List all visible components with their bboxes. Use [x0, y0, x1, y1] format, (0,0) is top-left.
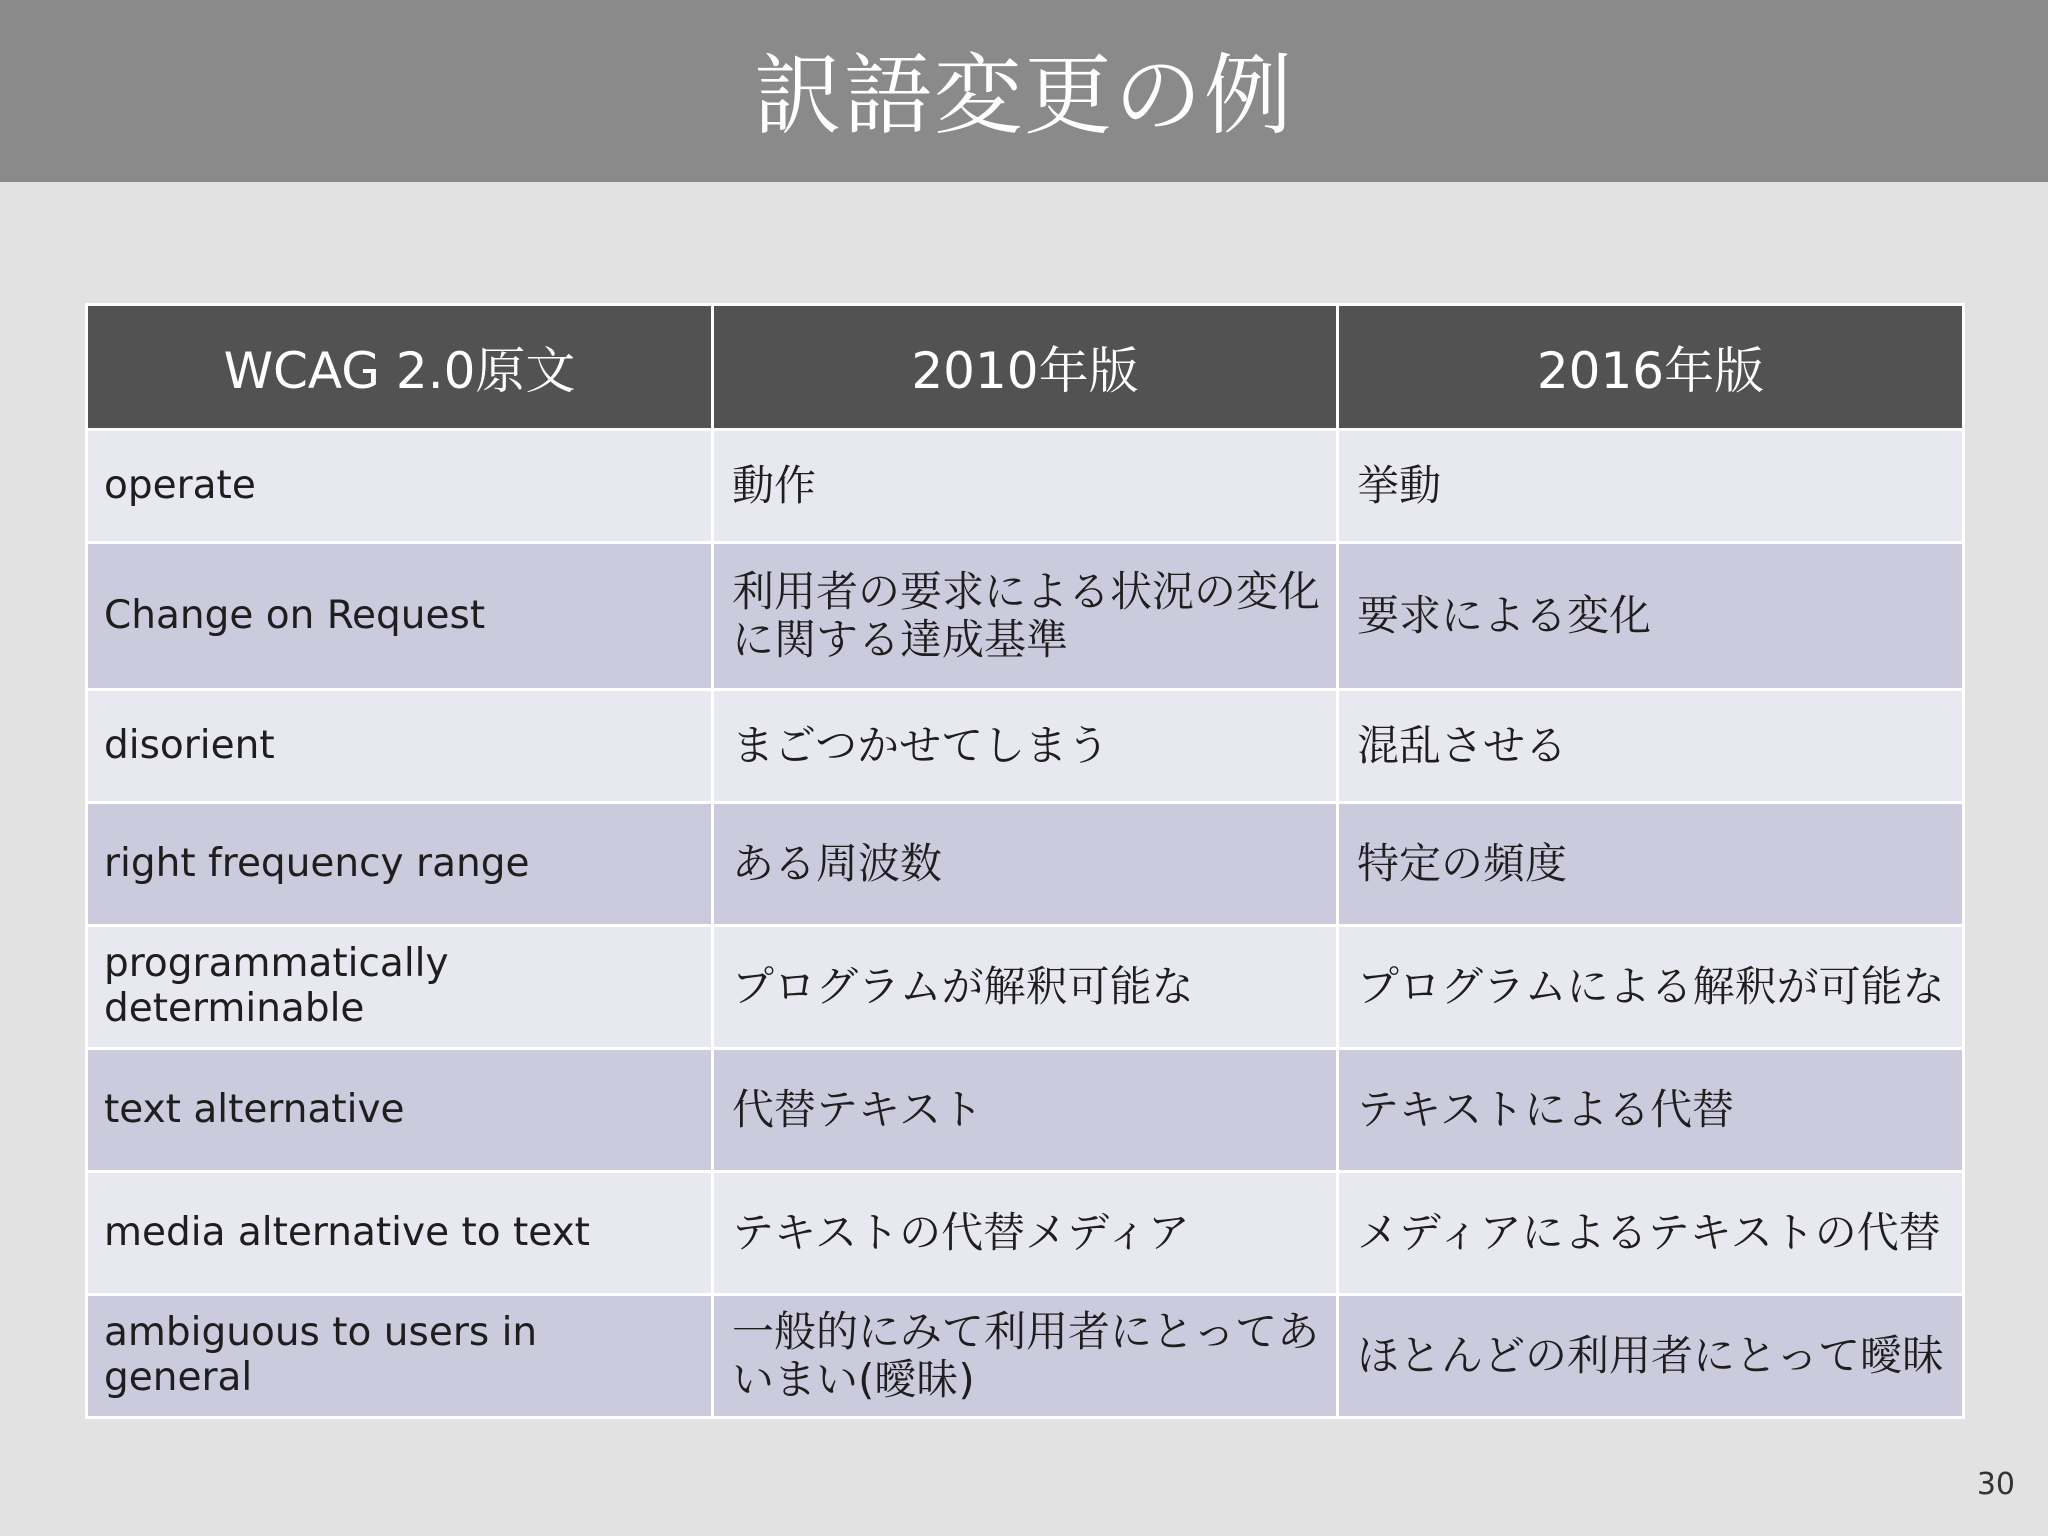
cell-original: media alternative to text: [87, 1172, 713, 1295]
cell-2016: 特定の頻度: [1338, 803, 1964, 926]
cell-2010: まごつかせてしまう: [713, 690, 1338, 803]
table-row: [87, 1049, 1964, 1172]
table-row: [87, 1295, 1964, 1418]
cell-original: operate: [87, 430, 713, 543]
header-2010: 2010年版: [713, 305, 1338, 430]
table-header-row: [87, 305, 1964, 430]
slide-title: 訳語変更の例: [753, 44, 1294, 147]
cell-2010: プログラムが解釈可能な: [713, 926, 1338, 1049]
comparison-table: [85, 303, 1965, 1419]
cell-2016: ほとんどの利用者にとって曖昧: [1338, 1295, 1964, 1418]
cell-2016: メディアによるテキストの代替: [1338, 1172, 1964, 1295]
cell-2010: 利用者の要求による状況の変化に関する達成基準: [713, 543, 1338, 690]
header-2016: 2016年版: [1338, 305, 1964, 430]
cell-2016: プログラムによる解釈が可能な: [1338, 926, 1964, 1049]
cell-2010: 動作: [713, 430, 1338, 543]
table-row: [87, 543, 1964, 690]
cell-2010: テキストの代替メディア: [713, 1172, 1338, 1295]
cell-2016: 挙動: [1338, 430, 1964, 543]
cell-2016: 要求による変化: [1338, 543, 1964, 690]
cell-2016: 混乱させる: [1338, 690, 1964, 803]
table-row: [87, 690, 1964, 803]
header-original: WCAG 2.0原文: [87, 305, 713, 430]
page-number: 30: [1976, 1467, 2015, 1502]
table-row: [87, 803, 1964, 926]
cell-2010: 一般的にみて利用者にとってあいまい(曖昧): [713, 1295, 1338, 1418]
cell-original: Change on Request: [87, 543, 713, 690]
cell-original: disorient: [87, 690, 713, 803]
cell-original: ambiguous to users in general: [87, 1295, 713, 1418]
comparison-table-container: [85, 303, 1962, 1419]
cell-2010: 代替テキスト: [713, 1049, 1338, 1172]
cell-original: text alternative: [87, 1049, 713, 1172]
cell-2010: ある周波数: [713, 803, 1338, 926]
title-bar: [0, 0, 2048, 182]
table-row: [87, 1172, 1964, 1295]
cell-2016: テキストによる代替: [1338, 1049, 1964, 1172]
cell-original: programmatically determinable: [87, 926, 713, 1049]
cell-original: right frequency range: [87, 803, 713, 926]
table-row: [87, 430, 1964, 543]
table-row: [87, 926, 1964, 1049]
